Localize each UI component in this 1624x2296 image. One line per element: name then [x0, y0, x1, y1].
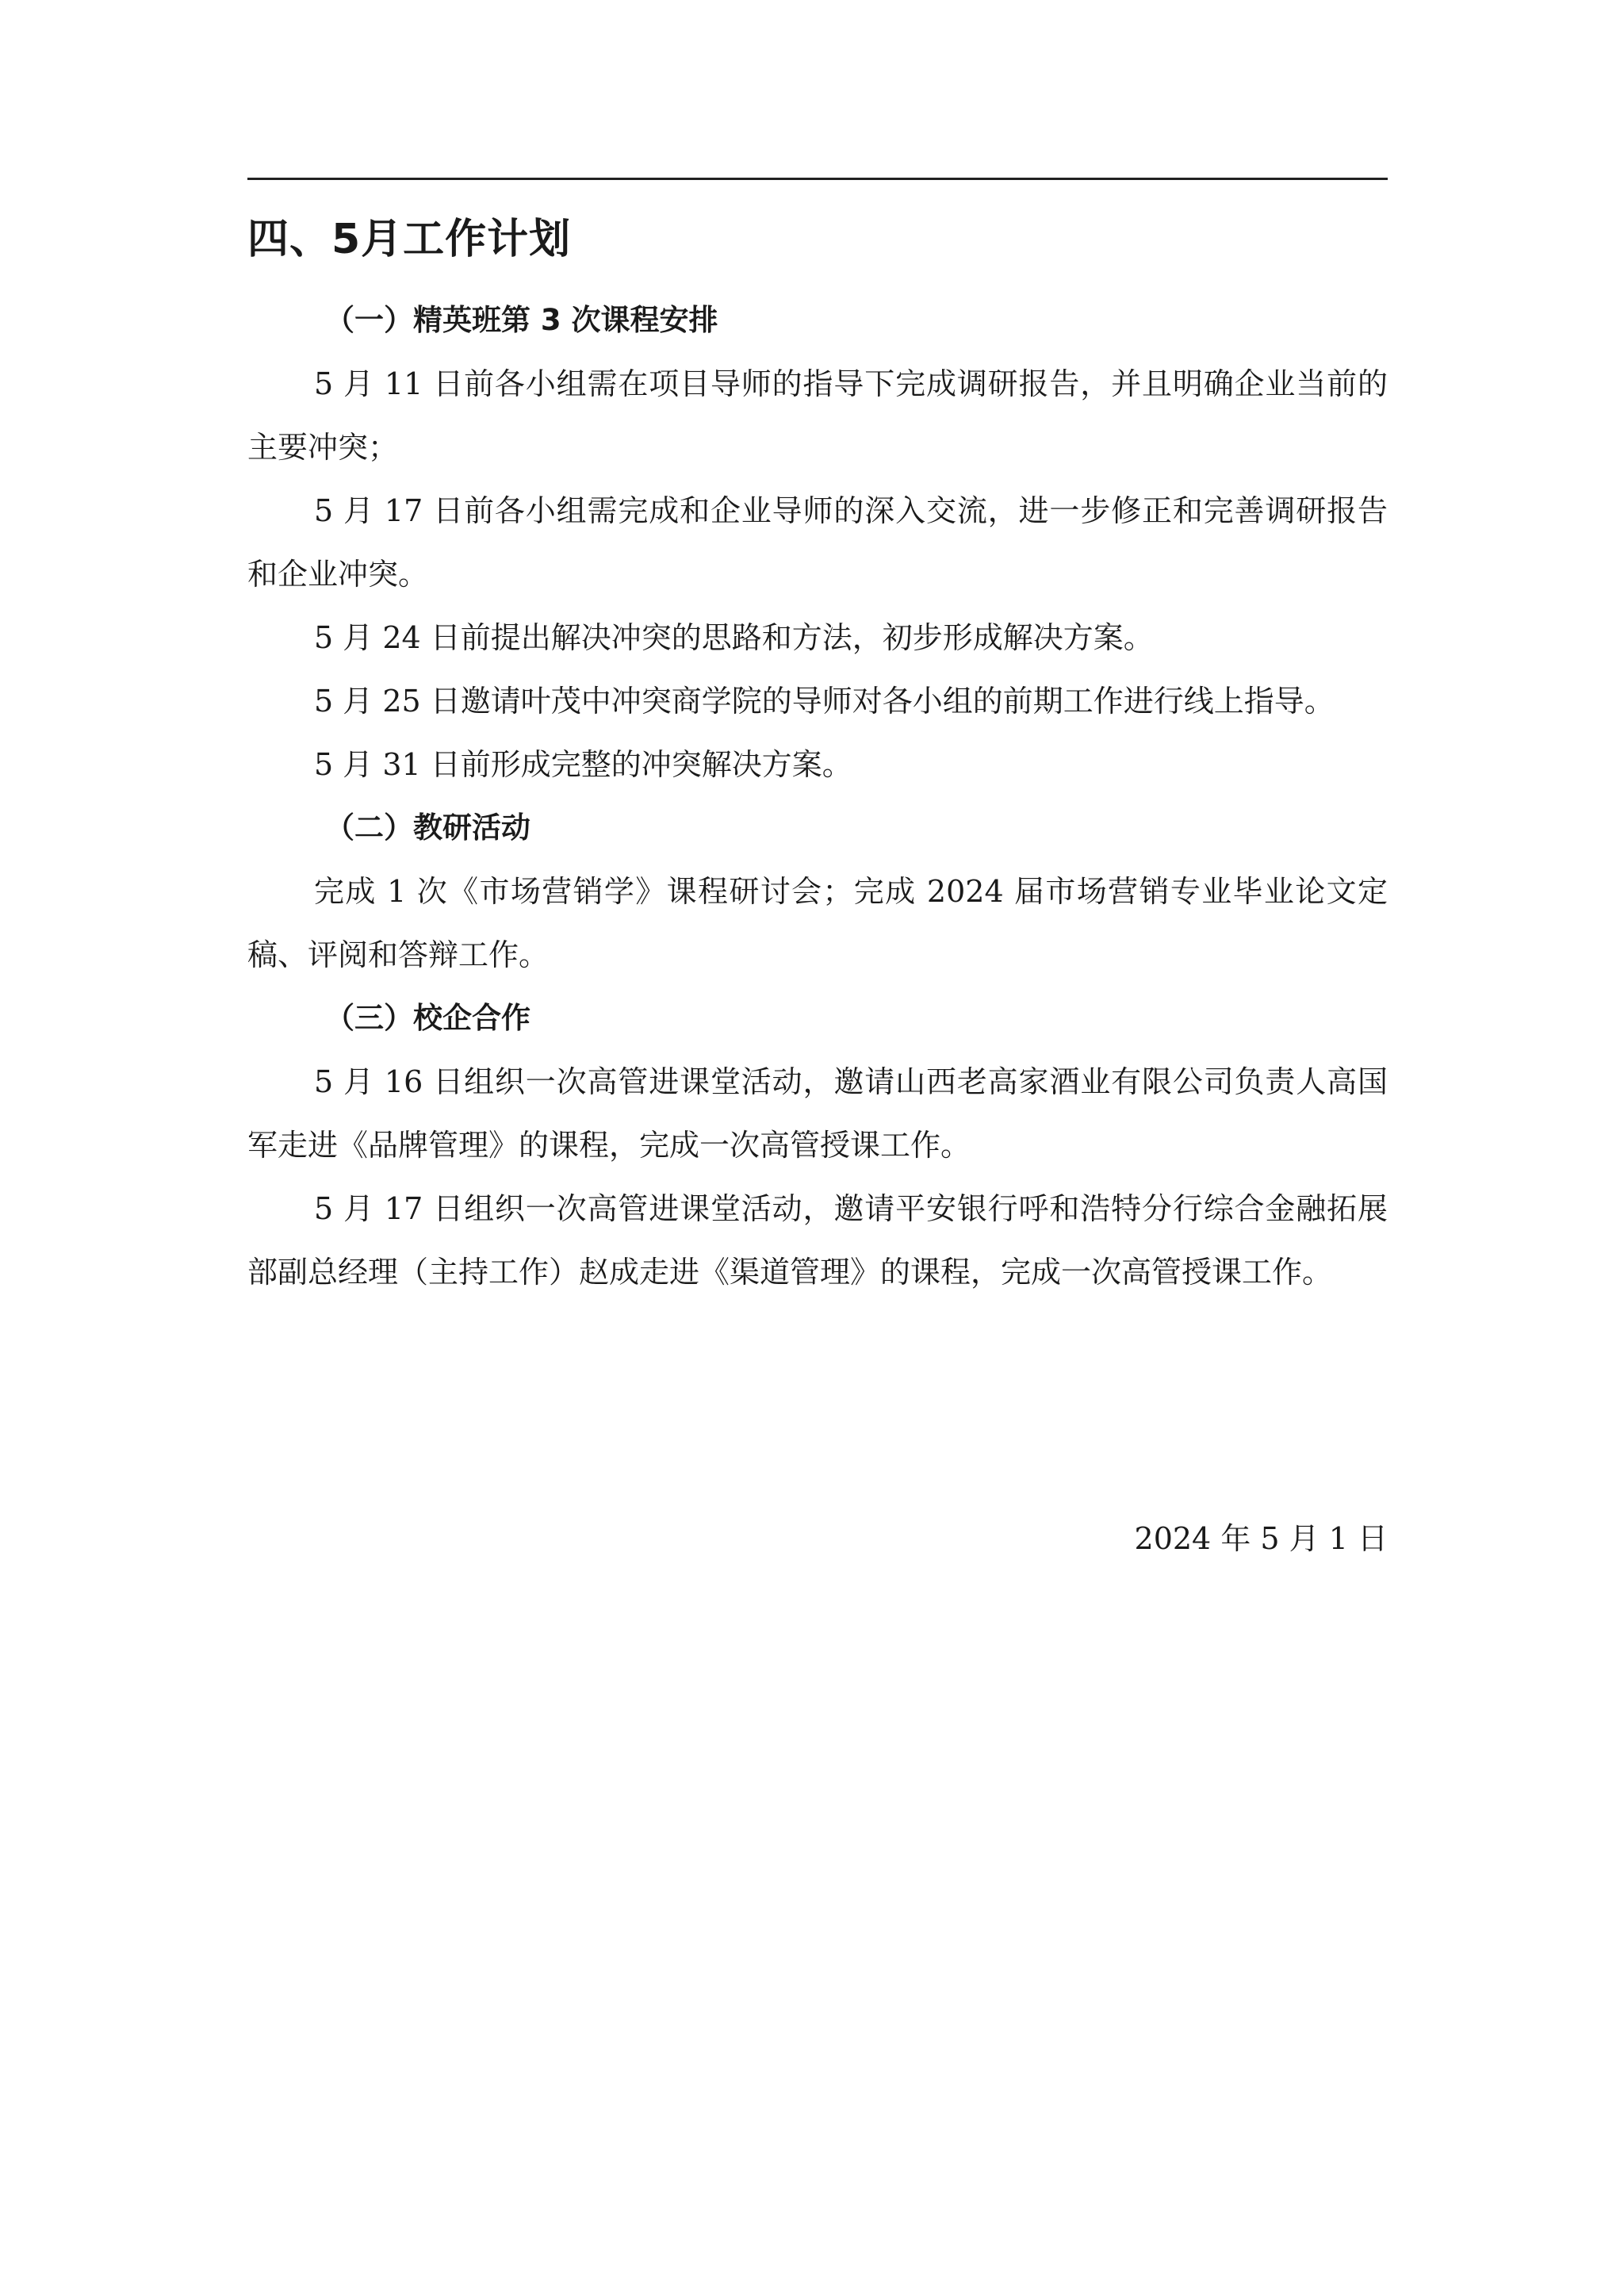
paragraph-teaching-research: 完成 1 次《市场营销学》课程研讨会；完成 2024 届市场营销专业毕业论文定稿、评阅和答辩工作。	[247, 874, 1388, 972]
document-date: 2024 年 5 月 1 日	[1134, 1521, 1388, 1556]
paragraph-may-16-lecture: 5 月 16 日组织一次高管进课堂活动，邀请山西老高家酒业有限公司负责人高国军走进《品牌管理》的课程，完成一次高管授课工作。	[247, 1064, 1388, 1163]
subheading-teaching-research: （二）教研活动	[325, 811, 530, 845]
subheading-elite-class: （一）精英班第 3 次课程安排	[325, 303, 718, 337]
paragraph-may-17-lecture: 5 月 17 日组织一次高管进课堂活动，邀请平安银行呼和浩特分行综合金融拓展部副总经理（主持工作）赵成走进《渠道管理》的课程，完成一次高管授课工作。	[247, 1191, 1388, 1290]
paragraph-may-11: 5 月 11 日前各小组需在项目导师的指导下完成调研报告，并且明确企业当前的主要冲突；	[247, 366, 1388, 465]
subheading-school-enterprise: （三）校企合作	[325, 1001, 530, 1035]
paragraph-may-24: 5 月 24 日前提出解决冲突的思路和方法，初步形成解决方案。	[314, 620, 1154, 655]
top-rule	[247, 178, 1388, 180]
section-heading: 四、5月工作计划	[247, 216, 572, 263]
paragraph-may-17-report: 5 月 17 日前各小组需完成和企业导师的深入交流，进一步修正和完善调研报告和企业冲突。	[247, 493, 1388, 592]
paragraph-may-25: 5 月 25 日邀请叶茂中冲突商学院的导师对各小组的前期工作进行线上指导。	[314, 684, 1335, 719]
paragraph-may-31: 5 月 31 日前形成完整的冲突解决方案。	[314, 747, 852, 782]
